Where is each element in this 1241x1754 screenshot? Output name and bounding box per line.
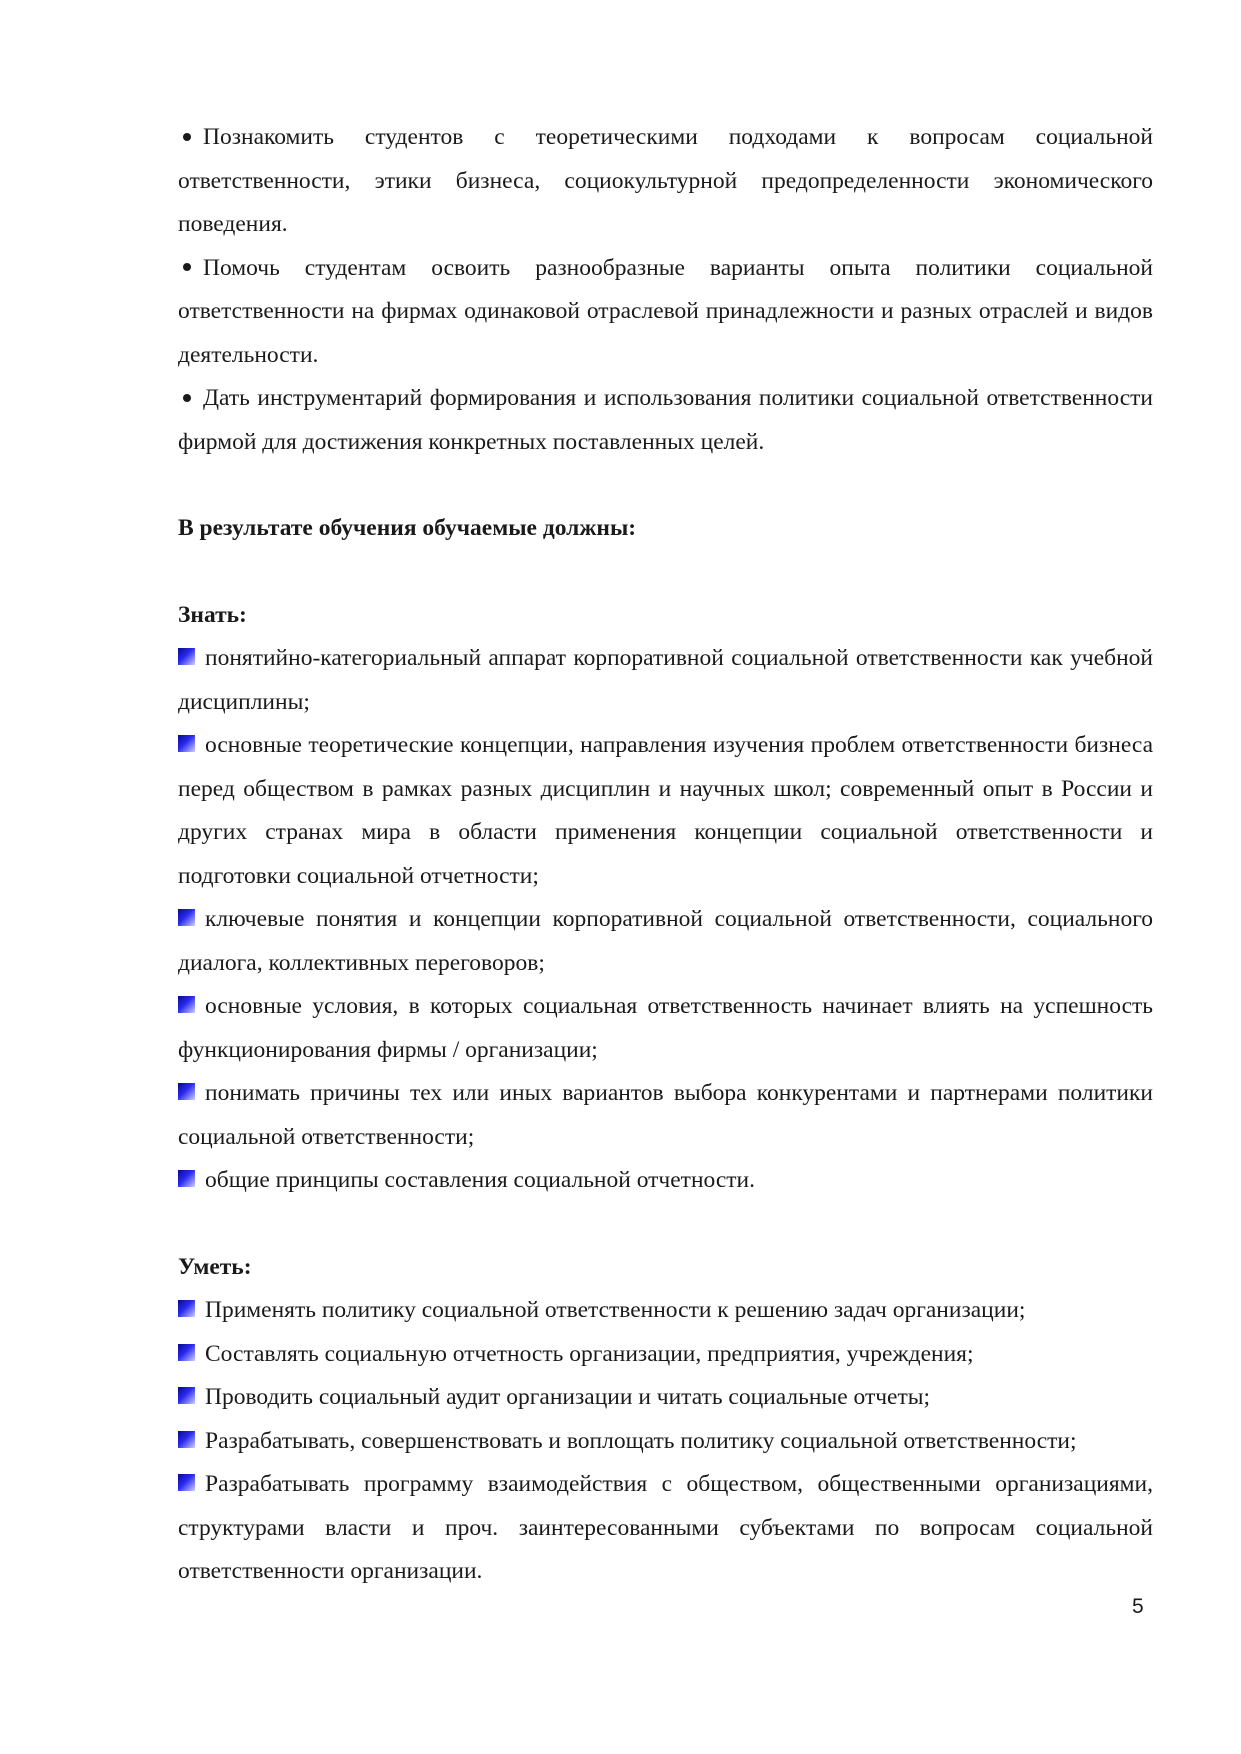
square-bullet-icon <box>178 909 195 926</box>
know-item <box>178 1072 1153 1159</box>
know-text: общие принципы составления социальной отчетности. <box>205 1167 756 1193</box>
skill-item <box>178 1376 1153 1420</box>
goal-text: Помочь студентам освоить разнообразные варианты опыта политики социальной ответственности на фирмах одинаковой отраслевой принадлежности и разных отраслей и видов деятельности. <box>178 254 1153 368</box>
square-bullet-icon <box>178 1431 195 1448</box>
skill-item <box>178 1420 1153 1464</box>
know-item <box>178 898 1153 985</box>
spacer <box>178 1203 1153 1246</box>
square-bullet-icon <box>178 735 195 752</box>
know-item <box>178 637 1153 724</box>
spacer <box>178 464 1153 507</box>
bullet-dot-icon <box>183 133 191 141</box>
document-page <box>178 116 1153 1594</box>
goal-item <box>178 247 1153 378</box>
square-bullet-icon <box>178 1474 195 1491</box>
page-number: 5 <box>1132 1595 1144 1618</box>
know-item <box>178 985 1153 1072</box>
bullet-dot-icon <box>183 263 191 271</box>
goal-text: Дать инструментарий формирования и использования политики социальной ответственности фирмой для достижения конкретных поставленных целей. <box>178 385 1153 455</box>
know-heading: Знать: <box>178 601 247 628</box>
square-bullet-icon <box>178 1344 195 1361</box>
square-bullet-icon <box>178 1300 195 1317</box>
result-heading: В результате обучения обучаемые должны: <box>178 515 637 541</box>
skill-text: Проводить социальный аудит организации и читать социальные отчеты; <box>205 1384 931 1410</box>
know-item <box>178 724 1153 898</box>
skills-heading: Уметь: <box>178 1253 252 1280</box>
goal-item <box>178 116 1153 247</box>
square-bullet-icon <box>178 996 195 1013</box>
skill-text: Составлять социальную отчетность организации, предприятия, учреждения; <box>205 1340 974 1367</box>
know-text: основные условия, в которых социальная ответственность начинает влиять на успешность функционирования фирмы / организации; <box>178 993 1153 1063</box>
square-bullet-icon <box>178 1083 195 1100</box>
skill-item <box>178 1463 1153 1594</box>
skill-item <box>178 1289 1153 1333</box>
goal-item <box>178 377 1153 464</box>
square-bullet-icon <box>178 1170 195 1187</box>
square-bullet-icon <box>178 648 195 665</box>
skill-item <box>178 1333 1153 1377</box>
skill-text: Разрабатывать, совершенствовать и воплощать политику социальной ответственности; <box>205 1427 1077 1454</box>
know-text: понимать причины тех или иных вариантов выбора конкурентами и партнерами политики социальной ответственности; <box>178 1080 1153 1150</box>
square-bullet-icon <box>178 1387 195 1404</box>
goal-text: Познакомить студентов с теоретическими подходами к вопросам социальной ответственности, этики бизнеса, социокультурной предопределенности экономического поведения. <box>178 124 1153 237</box>
know-text: понятийно-категориальный аппарат корпоративной социальной ответственности как учебной дисциплины; <box>178 645 1153 715</box>
skill-text: Разрабатывать программу взаимодействия с обществом, общественными организациями, структурами власти и проч. заинтересованными субъектами по вопросам социальной ответственности организации. <box>178 1471 1153 1584</box>
bullet-dot-icon <box>183 394 191 402</box>
spacer <box>178 551 1153 594</box>
skill-text: Применять политику социальной ответственности к решению задач организации; <box>205 1297 1026 1323</box>
know-text: ключевые понятия и концепции корпоративной социальной ответственности, социального диалога, коллективных переговоров; <box>178 906 1153 976</box>
know-text: основные теоретические концепции, направления изучения проблем ответственности бизнеса перед обществом в рамках разных дисциплин и научных школ; современный опыт в России и других странах мира в области применения концепции социальной ответственности и подготовки социальной отчетности; <box>178 732 1153 889</box>
know-item <box>178 1159 1153 1203</box>
